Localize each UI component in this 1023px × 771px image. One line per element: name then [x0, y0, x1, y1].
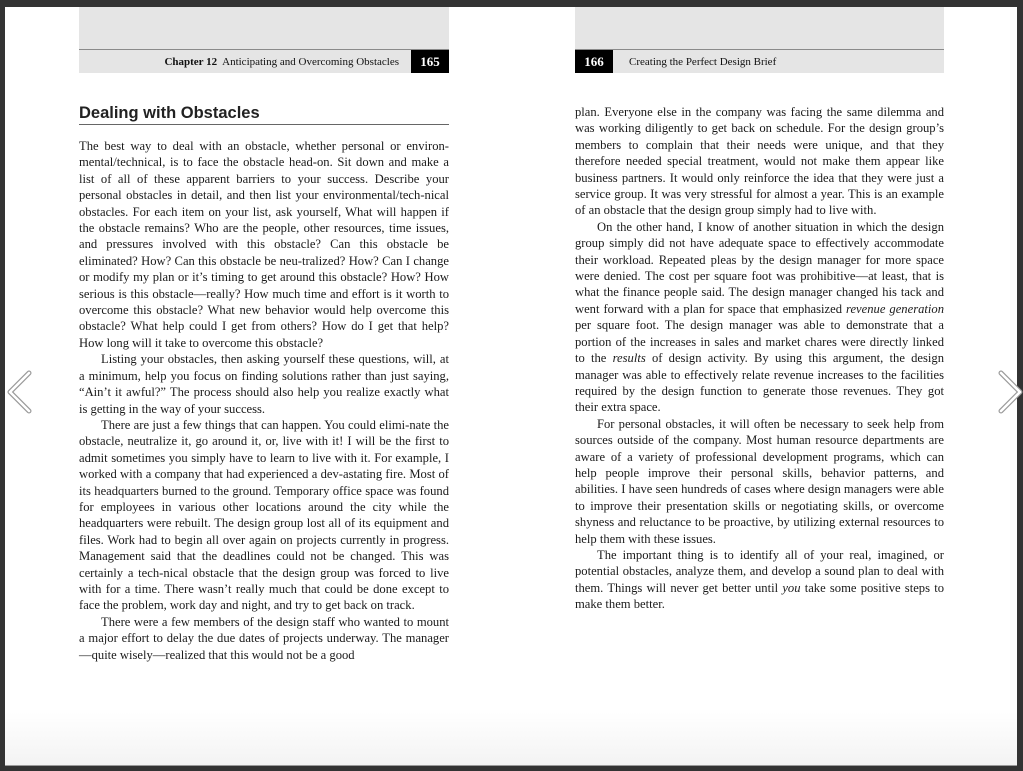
- emphasis: results: [612, 351, 646, 366]
- paragraph: The best way to deal with an obstacle, whether personal or environ-mental/technical, is to face the obstacle head-on. Sit down and make a list of all of these apparent barriers to your success. Describe your personal obstacles in detail, and then list your environmental/tech-nical obstacles. For each item on your list, ask yourself, What will happen if the obstacle remains? Who are the people, other resources, time issues, and pressures involved with this obstacle? Can this obstacle be eliminated? How? Can this obstacle be neu-tralized? How? Can I change or modify my plan or it’s timing to get around this obstacle? How? How serious is this obstacle—really? How much time and effort is it worth to overcome this obstacle? What new behavior would help overcome this obstacle? What help could I get from others? How do I get that help? How long will it take to overcome this obstacle?: [79, 139, 449, 350]
- page-header: [79, 7, 449, 73]
- page-165: [79, 7, 449, 662]
- section-heading: Dealing with Obstacles: [79, 103, 449, 125]
- paragraph: plan. Everyone else in the company was facing the same dilemma and was working diligently to get back on schedule. For the design group’s members to complain that their needs were unique, and that they therefore needed special treatment, would not make them appear like business partners. It would only reinforce the idea that they were just a service group. It was very stressful for almost a year. This is an example of an obstacle that the design group simply had to live with.: [575, 105, 944, 218]
- page-number: 165: [411, 50, 449, 73]
- page-166: [575, 7, 945, 612]
- body-text: [575, 104, 944, 613]
- page-header: [575, 7, 944, 73]
- chapter-title: Anticipating and Overcoming Obstacles: [222, 55, 399, 68]
- paragraph: There are just a few things that can happen. You could elimi-nate the obstacle, neutralize it, go around it, or, live with it! I will be the first to admit sometimes you simply have to learn to live with it. For example, I worked with a company that had experienced a dev-astating fire. Most of its headquarters burned to the ground. Temporary office space was found for employees in various other locations around the city while the headquarters were rebuilt. The design group lost all of its equipment and files. Work had to begin all over again on projects currently in progress. Management said that the deadlines could not be changed. This was certainly a tech-nical obstacle that the design group was forced to live with for a time. There wasn’t really much that could be done except to face the problem, work day and night, and try to get back on track.: [79, 417, 449, 613]
- emphasis: you: [782, 580, 801, 595]
- chapter-label: Chapter 12: [164, 55, 218, 68]
- paragraph: On the other hand, I know of another situation in which the design group simply did not have adequate space to effectively accommodate their workload. Repeated pleas by the design manager for more space were denied. The cost per square foot was prohibitive—at least, that is what the finance people said. The design manager changed his tack and went forward with a plan for space that emphasized revenue generation per square foot. The design manager was able to demonstrate that a portion of the increases in sales and market chares were directly linked to the results of design activity. By using this argument, the design manager was able to effectively relate revenue increases to the facilities required by the design function to generate those revenues. They got their extra space.: [575, 219, 945, 415]
- next-page-button[interactable]: [995, 369, 1023, 415]
- paragraph: There were a few members of the design staff who wanted to mount a major effort to delay the due dates of projects underway. The manager—quite wisely—realized that this would not be a good: [79, 614, 449, 662]
- page-number: 166: [575, 50, 613, 73]
- paragraph: For personal obstacles, it will often be necessary to seek help from sources outside of the company. Most human resource departments are aware of a variety of professional development programs, which can help people improve their personal skills, behavior patterns, and abilities. I have seen hundreds of cases where design managers were able to improve their presentation skills or negotiating skills, or overcome shyness and reluctance to be proactive, by utilizing external resources to help them with these issues.: [575, 416, 944, 546]
- book-title: Creating the Perfect Design Brief: [629, 55, 777, 68]
- running-head: [79, 50, 449, 73]
- paragraph: Listing your obstacles, then asking yourself these questions, will, at a minimum, help you focus on finding solutions rather than just saying, “Ain’t it awful?” The process should also help you realize exactly what is getting in the way of your success.: [79, 352, 449, 416]
- running-head: [575, 50, 944, 73]
- body-text: [79, 138, 449, 663]
- chevron-right-icon: [995, 369, 1023, 415]
- paragraph: The important thing is to identify all of your real, imagined, or potential obstacles, analyze them, and develop a sound plan to deal with them. Things will never get better until you take some positive steps to make them better.: [575, 547, 945, 612]
- emphasis: revenue generation: [846, 301, 944, 316]
- previous-page-button[interactable]: [5, 369, 35, 415]
- book-viewer: [5, 7, 1017, 766]
- chevron-left-icon: [5, 369, 35, 415]
